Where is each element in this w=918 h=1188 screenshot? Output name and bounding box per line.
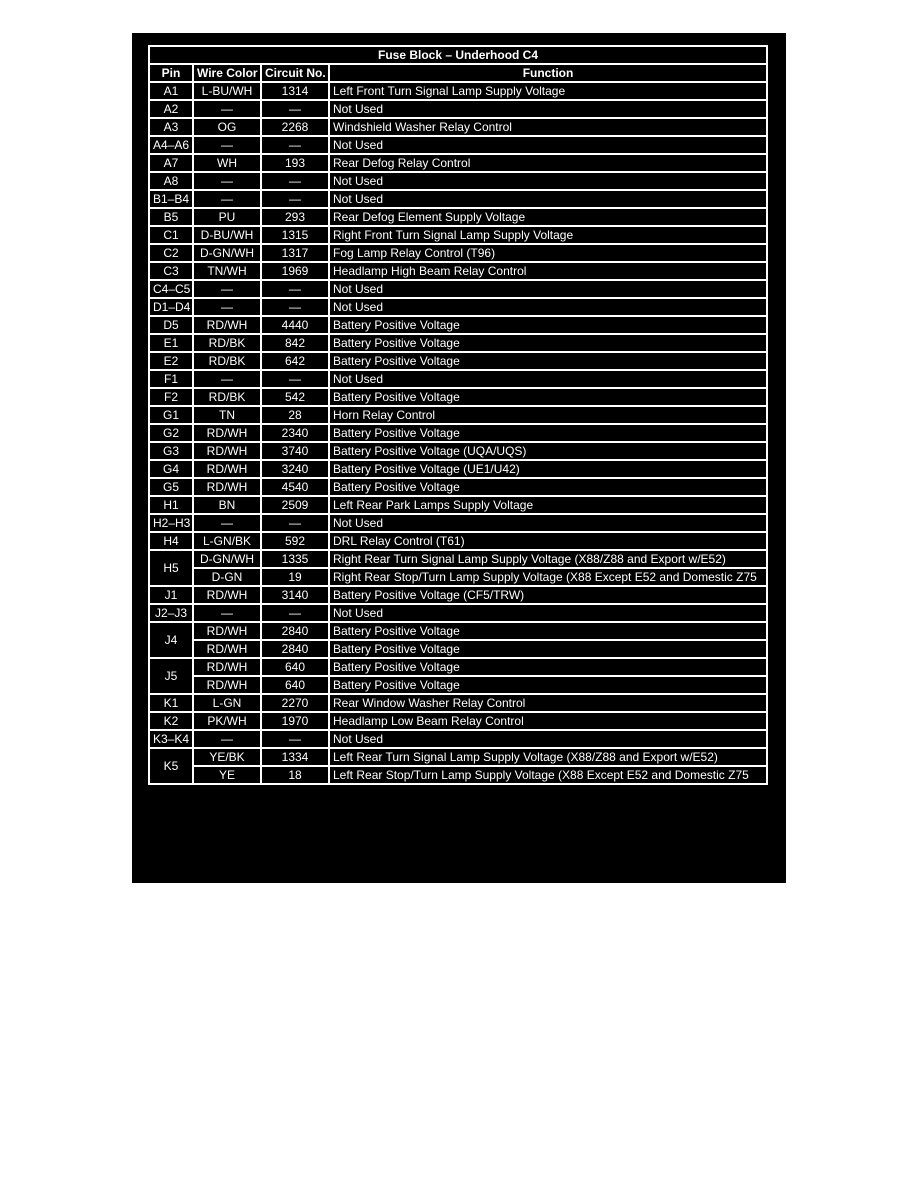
table-row [149, 604, 767, 622]
pin-cell: K3–K4 [149, 730, 193, 748]
circuit-number-cell: 1970 [261, 712, 329, 730]
wire-color-cell: PU [193, 208, 261, 226]
wire-color-cell: TN [193, 406, 261, 424]
table-row [149, 712, 767, 730]
pin-cell: F1 [149, 370, 193, 388]
wire-color-cell: — [193, 136, 261, 154]
wire-color-cell: — [193, 298, 261, 316]
function-cell: Fog Lamp Relay Control (T96) [329, 244, 767, 262]
pin-cell: G1 [149, 406, 193, 424]
wire-color-cell: RD/WH [193, 460, 261, 478]
circuit-number-cell: — [261, 172, 329, 190]
table-row [149, 640, 767, 658]
wire-color-cell: — [193, 172, 261, 190]
fuse-block-table [148, 45, 768, 785]
pin-cell: G3 [149, 442, 193, 460]
function-cell: Battery Positive Voltage [329, 658, 767, 676]
pin-cell: C2 [149, 244, 193, 262]
table-row [149, 694, 767, 712]
table-row [149, 586, 767, 604]
table-row [149, 334, 767, 352]
circuit-number-cell: 1314 [261, 82, 329, 100]
wire-color-cell: RD/WH [193, 424, 261, 442]
circuit-number-cell: 1317 [261, 244, 329, 262]
pin-cell: C4–C5 [149, 280, 193, 298]
function-cell: Battery Positive Voltage [329, 424, 767, 442]
circuit-number-cell: — [261, 298, 329, 316]
circuit-number-cell: — [261, 514, 329, 532]
header-circuit-no: Circuit No. [261, 64, 329, 82]
function-cell: Not Used [329, 136, 767, 154]
table-row [149, 730, 767, 748]
circuit-number-cell: 2840 [261, 622, 329, 640]
function-cell: Battery Positive Voltage (CF5/TRW) [329, 586, 767, 604]
circuit-number-cell: — [261, 190, 329, 208]
wire-color-cell: D-GN/WH [193, 244, 261, 262]
wire-color-cell: D-GN [193, 568, 261, 586]
circuit-number-cell: — [261, 280, 329, 298]
wire-color-cell: RD/WH [193, 622, 261, 640]
circuit-number-cell: 28 [261, 406, 329, 424]
function-cell: Battery Positive Voltage [329, 640, 767, 658]
pin-cell: H2–H3 [149, 514, 193, 532]
pin-cell: B1–B4 [149, 190, 193, 208]
table-row [149, 442, 767, 460]
pin-cell: G2 [149, 424, 193, 442]
wire-color-cell: RD/WH [193, 316, 261, 334]
table-row [149, 208, 767, 226]
pin-cell: B5 [149, 208, 193, 226]
wire-color-cell: OG [193, 118, 261, 136]
pin-cell: C3 [149, 262, 193, 280]
function-cell: Not Used [329, 604, 767, 622]
pin-cell: F2 [149, 388, 193, 406]
function-cell: Not Used [329, 514, 767, 532]
wire-color-cell: RD/BK [193, 352, 261, 370]
table-row [149, 280, 767, 298]
wire-color-cell: YE [193, 766, 261, 784]
pin-cell: A7 [149, 154, 193, 172]
function-cell: Rear Window Washer Relay Control [329, 694, 767, 712]
circuit-number-cell: 4440 [261, 316, 329, 334]
circuit-number-cell: 18 [261, 766, 329, 784]
wire-color-cell: L-BU/WH [193, 82, 261, 100]
function-cell: Not Used [329, 280, 767, 298]
circuit-number-cell: 592 [261, 532, 329, 550]
wire-color-cell: RD/BK [193, 388, 261, 406]
function-cell: Battery Positive Voltage [329, 334, 767, 352]
header-pin: Pin [149, 64, 193, 82]
circuit-number-cell: 2268 [261, 118, 329, 136]
pin-cell: H5 [149, 550, 193, 586]
pin-cell: A2 [149, 100, 193, 118]
function-cell: Headlamp High Beam Relay Control [329, 262, 767, 280]
function-cell: Not Used [329, 100, 767, 118]
function-cell: Battery Positive Voltage (UQA/UQS) [329, 442, 767, 460]
table-row [149, 82, 767, 100]
wire-color-cell: RD/WH [193, 478, 261, 496]
circuit-number-cell: — [261, 136, 329, 154]
wire-color-cell: RD/WH [193, 676, 261, 694]
pin-cell: C1 [149, 226, 193, 244]
function-cell: Not Used [329, 172, 767, 190]
function-cell: Not Used [329, 370, 767, 388]
wire-color-cell: D-GN/WH [193, 550, 261, 568]
function-cell: DRL Relay Control (T61) [329, 532, 767, 550]
function-cell: Rear Defog Element Supply Voltage [329, 208, 767, 226]
circuit-number-cell: 1334 [261, 748, 329, 766]
pin-cell: D5 [149, 316, 193, 334]
pin-cell: D1–D4 [149, 298, 193, 316]
pin-cell: K5 [149, 748, 193, 784]
wire-color-cell: L-GN [193, 694, 261, 712]
circuit-number-cell: 4540 [261, 478, 329, 496]
wire-color-cell: RD/WH [193, 442, 261, 460]
function-cell: Right Rear Turn Signal Lamp Supply Voltage (X88/Z88 and Export w/E52) [329, 550, 767, 568]
table-row [149, 154, 767, 172]
function-cell: Left Rear Park Lamps Supply Voltage [329, 496, 767, 514]
pin-cell: E2 [149, 352, 193, 370]
wire-color-cell: PK/WH [193, 712, 261, 730]
table-row [149, 190, 767, 208]
function-cell: Battery Positive Voltage [329, 478, 767, 496]
function-cell: Rear Defog Relay Control [329, 154, 767, 172]
table-row [149, 424, 767, 442]
wire-color-cell: — [193, 100, 261, 118]
pin-cell: A8 [149, 172, 193, 190]
header-function: Function [329, 64, 767, 82]
circuit-number-cell: 642 [261, 352, 329, 370]
table-row [149, 514, 767, 532]
table-row [149, 100, 767, 118]
circuit-number-cell: — [261, 370, 329, 388]
table-row [149, 550, 767, 568]
wire-color-cell: RD/BK [193, 334, 261, 352]
function-cell: Headlamp Low Beam Relay Control [329, 712, 767, 730]
pin-cell: H4 [149, 532, 193, 550]
pin-cell: H1 [149, 496, 193, 514]
header-wire-color: Wire Color [193, 64, 261, 82]
table-body [149, 82, 767, 784]
circuit-number-cell: — [261, 604, 329, 622]
pin-cell: J5 [149, 658, 193, 694]
pin-cell: J1 [149, 586, 193, 604]
wire-color-cell: — [193, 730, 261, 748]
table-row [149, 676, 767, 694]
wire-color-cell: BN [193, 496, 261, 514]
table-row [149, 172, 767, 190]
wire-color-cell: — [193, 370, 261, 388]
table-row [149, 478, 767, 496]
table-header-row [149, 64, 767, 82]
circuit-number-cell: 1969 [261, 262, 329, 280]
function-cell: Battery Positive Voltage [329, 352, 767, 370]
circuit-number-cell: 19 [261, 568, 329, 586]
circuit-number-cell: 293 [261, 208, 329, 226]
table-row [149, 496, 767, 514]
function-cell: Horn Relay Control [329, 406, 767, 424]
table-row [149, 766, 767, 784]
function-cell: Windshield Washer Relay Control [329, 118, 767, 136]
table-row [149, 316, 767, 334]
wire-color-cell: — [193, 190, 261, 208]
wire-color-cell: TN/WH [193, 262, 261, 280]
pin-cell: A1 [149, 82, 193, 100]
table-row [149, 136, 767, 154]
wire-color-cell: — [193, 604, 261, 622]
pin-cell: J2–J3 [149, 604, 193, 622]
circuit-number-cell: 1335 [261, 550, 329, 568]
circuit-number-cell: 640 [261, 676, 329, 694]
table-row [149, 118, 767, 136]
table-row [149, 568, 767, 586]
function-cell: Battery Positive Voltage [329, 622, 767, 640]
table-row [149, 244, 767, 262]
circuit-number-cell: — [261, 100, 329, 118]
table-title: Fuse Block – Underhood C4 [149, 46, 767, 64]
function-cell: Not Used [329, 190, 767, 208]
table-title-row [149, 46, 767, 64]
wire-color-cell: RD/WH [193, 640, 261, 658]
table-row [149, 406, 767, 424]
wire-color-cell: YE/BK [193, 748, 261, 766]
function-cell: Battery Positive Voltage (UE1/U42) [329, 460, 767, 478]
wire-color-cell: RD/WH [193, 586, 261, 604]
circuit-number-cell: 2340 [261, 424, 329, 442]
table-row [149, 748, 767, 766]
function-cell: Left Front Turn Signal Lamp Supply Voltage [329, 82, 767, 100]
circuit-number-cell: 842 [261, 334, 329, 352]
table-row [149, 460, 767, 478]
wire-color-cell: — [193, 280, 261, 298]
function-cell: Not Used [329, 730, 767, 748]
circuit-number-cell: — [261, 730, 329, 748]
table-row [149, 262, 767, 280]
pin-cell: A4–A6 [149, 136, 193, 154]
table-row [149, 388, 767, 406]
function-cell: Battery Positive Voltage [329, 676, 767, 694]
function-cell: Not Used [329, 298, 767, 316]
function-cell: Battery Positive Voltage [329, 316, 767, 334]
function-cell: Right Rear Stop/Turn Lamp Supply Voltage (X88 Except E52 and Domestic Z75 [329, 568, 767, 586]
circuit-number-cell: 2509 [261, 496, 329, 514]
circuit-number-cell: 3740 [261, 442, 329, 460]
wire-color-cell: WH [193, 154, 261, 172]
table-row [149, 658, 767, 676]
pin-cell: G4 [149, 460, 193, 478]
function-cell: Battery Positive Voltage [329, 388, 767, 406]
table-row [149, 298, 767, 316]
circuit-number-cell: 3140 [261, 586, 329, 604]
pin-cell: J4 [149, 622, 193, 658]
circuit-number-cell: 193 [261, 154, 329, 172]
pin-cell: E1 [149, 334, 193, 352]
table-row [149, 532, 767, 550]
circuit-number-cell: 640 [261, 658, 329, 676]
wire-color-cell: L-GN/BK [193, 532, 261, 550]
wire-color-cell: D-BU/WH [193, 226, 261, 244]
function-cell: Left Rear Turn Signal Lamp Supply Voltage (X88/Z88 and Export w/E52) [329, 748, 767, 766]
pin-cell: K2 [149, 712, 193, 730]
table-row [149, 352, 767, 370]
circuit-number-cell: 3240 [261, 460, 329, 478]
table-row [149, 622, 767, 640]
pin-cell: K1 [149, 694, 193, 712]
wire-color-cell: RD/WH [193, 658, 261, 676]
table-row [149, 370, 767, 388]
pin-cell: G5 [149, 478, 193, 496]
circuit-number-cell: 542 [261, 388, 329, 406]
document-panel [132, 33, 786, 883]
wire-color-cell: — [193, 514, 261, 532]
function-cell: Left Rear Stop/Turn Lamp Supply Voltage (X88 Except E52 and Domestic Z75 [329, 766, 767, 784]
circuit-number-cell: 1315 [261, 226, 329, 244]
pin-cell: A3 [149, 118, 193, 136]
function-cell: Right Front Turn Signal Lamp Supply Voltage [329, 226, 767, 244]
table-row [149, 226, 767, 244]
circuit-number-cell: 2840 [261, 640, 329, 658]
circuit-number-cell: 2270 [261, 694, 329, 712]
